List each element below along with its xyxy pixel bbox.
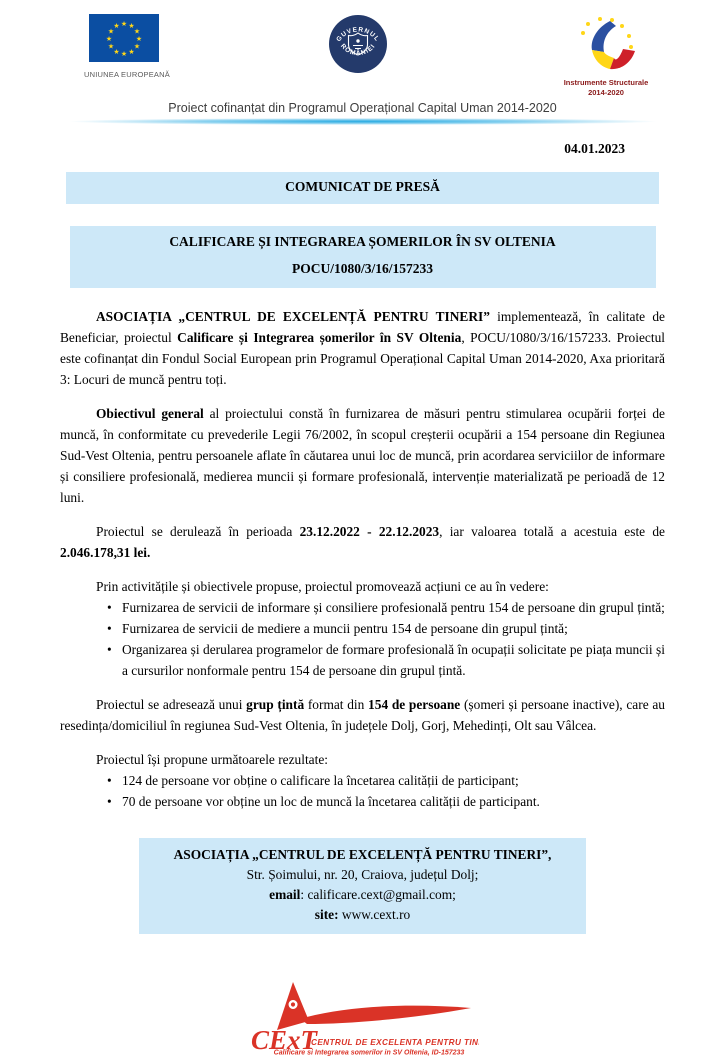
cext-name: CENTRUL DE EXCELENTA PENTRU TINERI bbox=[310, 1037, 479, 1047]
paragraph-objective: Obiectivul general al proiectului constă în furnizarea de măsuri pentru stimularea ocupării forței de muncă, în conformitate cu prevederile Legii 76/2002, în scopul creșterii ocupării a 154 persoane din Regiunea Sud-Vest Oltenia, pentru persoanele aflate în căutarea unui loc de muncă, prin acordarea serviciilor de informare și consiliere profesională, medierea muncii și formare profesională, intervenție materializată pe perioadă de 12 luni. bbox=[60, 405, 665, 505]
divider-line bbox=[69, 118, 657, 125]
structural-instruments-label: Instrumente Structurale 2014-2020 bbox=[563, 78, 649, 97]
results-list bbox=[105, 770, 665, 812]
list-item: • Organizarea și derularea programelor de formare profesională în ocupații solicitate pe piața muncii și a cursurilor nonformale pentru 154 de persoane din grupul țintă. bbox=[105, 639, 665, 681]
svg-text:★: ★ bbox=[135, 36, 143, 43]
romanian-government-logo-icon bbox=[328, 14, 388, 74]
cext-logo-icon bbox=[247, 970, 479, 1056]
contact-site-line: site: www.cext.ro bbox=[314, 906, 411, 922]
header-logos bbox=[0, 0, 725, 98]
gov-logo-text-bottom: ROMÂNIEI bbox=[338, 42, 377, 58]
header-subtitle: Proiect cofinanțat din Programul Operațional Capital Uman 2014-2020 bbox=[168, 100, 557, 115]
list-item: • 124 de persoane vor obține o calificare la încetarea calității de participant; bbox=[105, 770, 665, 791]
svg-text:★: ★ bbox=[133, 28, 141, 36]
gov-logo-text-top: GUVERNUL bbox=[334, 26, 381, 44]
contact-org-name: ASOCIAȚIA „CENTRUL DE EXCELENȚĂ PENTRU TINERI”, bbox=[173, 846, 552, 862]
svg-text:★: ★ bbox=[107, 43, 115, 51]
contact-address: Str. Șoimului, nr. 20, Craiova, județul Dolj; bbox=[246, 866, 479, 882]
activities-intro: Prin activitățile și obiectivele propuse, proiectul promovează acțiuni ce au în vedere: bbox=[96, 578, 549, 594]
eu-flag-icon bbox=[88, 14, 160, 62]
svg-text:★: ★ bbox=[120, 21, 128, 28]
eu-logo bbox=[84, 14, 170, 79]
svg-text:★: ★ bbox=[107, 28, 115, 36]
cext-logo bbox=[247, 970, 479, 1061]
contact-email-line: email: calificare.cext@gmail.com; bbox=[269, 886, 456, 902]
list-item: • Furnizarea de servicii de mediere a muncii pentru 154 de persoane din grupul țintă; bbox=[105, 618, 665, 639]
svg-text:★: ★ bbox=[128, 23, 135, 30]
list-item: • Furnizarea de servicii de informare și consiliere profesională pentru 154 de persoane din grupul țintă; bbox=[105, 597, 665, 618]
structural-instruments-icon bbox=[574, 14, 638, 72]
contact-box bbox=[139, 838, 586, 934]
svg-text:★: ★ bbox=[133, 43, 141, 51]
cext-tagline: Calificare si Integrarea somerilor in SV Oltenia, ID-157233 bbox=[273, 1049, 464, 1056]
svg-text:★: ★ bbox=[105, 36, 113, 43]
project-title-banner bbox=[70, 226, 656, 288]
eu-logo-label: UNIUNEA EUROPEANĂ bbox=[84, 70, 170, 79]
list-item: • 70 de persoane vor obține un loc de muncă la încetarea calității de participant. bbox=[105, 791, 665, 812]
document-date: 04.01.2023 bbox=[564, 140, 625, 156]
svg-text:★: ★ bbox=[128, 49, 135, 56]
paragraph-period-value: Proiectul se derulează în perioada 23.12.2022 - 22.12.2023, iar valoarea totală a acestuia este de 2.046.178,31 lei. bbox=[60, 523, 666, 560]
structural-instruments-logo bbox=[551, 14, 661, 98]
cext-acronym: CExT bbox=[250, 1024, 317, 1055]
svg-text:★: ★ bbox=[120, 51, 128, 58]
svg-text:★: ★ bbox=[113, 23, 120, 30]
activities-list bbox=[105, 597, 665, 681]
paragraph-beneficiary: ASOCIAȚIA „CENTRUL DE EXCELENȚĂ PENTRU TINERI” implementează, în calitate de Beneficiar, proiectul Calificare și Integrarea șomerilor în SV Oltenia, POCU/1080/3/16/157233. Proiectul este cofinanțat din Fondul Social European prin Programul Operațional Capital Uman 2014-2020, Axa prioritară 3: Locuri de muncă pentru toți. bbox=[60, 308, 665, 387]
project-code: POCU/1080/3/16/157233 bbox=[292, 260, 433, 276]
paragraph-target-group: Proiectul se adresează unui grup țintă format din 154 de persoane (șomeri și persoane inactive), care au resedința/domiciliul în regiunea Sud-Vest Oltenia, în județele Dolj, Gorj, Mehedinți, Olt sau Vâlcea. bbox=[60, 696, 665, 733]
svg-text:★: ★ bbox=[113, 49, 120, 56]
project-title: CALIFICARE ȘI INTEGRAREA ȘOMERILOR ÎN SV OLTENIA bbox=[169, 233, 556, 249]
press-release-banner: COMUNICAT DE PRESĂ bbox=[66, 172, 659, 204]
results-intro: Proiectul își propune următoarele rezultate: bbox=[96, 751, 329, 767]
